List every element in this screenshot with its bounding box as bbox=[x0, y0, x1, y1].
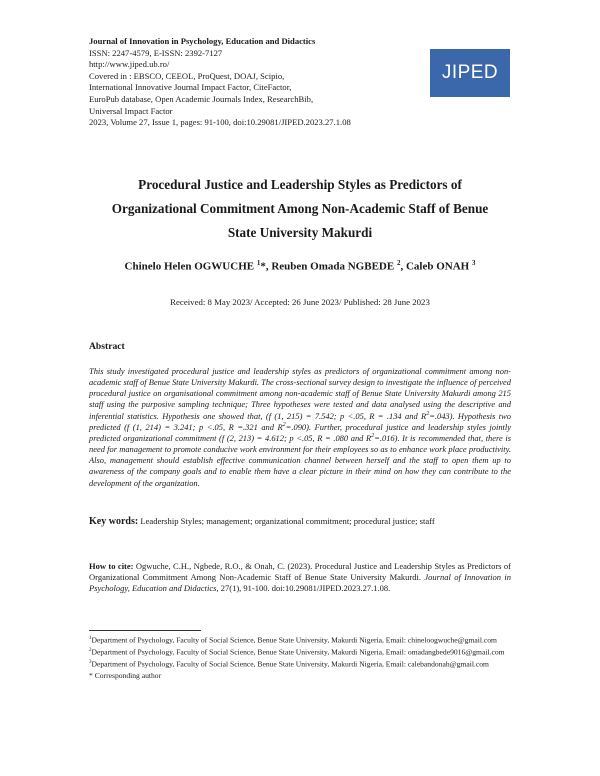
cite-details: , 27(1), 91-100. doi:10.29081/JIPED.2023.27.1.08. bbox=[216, 583, 391, 594]
keywords-label: Key words: bbox=[89, 516, 139, 527]
author-3-affiliation: 3 bbox=[471, 259, 476, 267]
footnote-text: Department of Psychology, Faculty of Social Science, Benue State University, Makurdi Nigeria, Email: calebandonah@gmail.com bbox=[91, 660, 489, 669]
abstract-text: =.016). It is recommended that, there is need for management to promote conducive work environment for their employees so as to enhance work place productivity. Also, management should establish effective communication channel between herself and the staff to open them up to awareness of the company goals and to enable them have a clear picture in their mind on how they can contribute to the development of the organization. bbox=[89, 432, 511, 488]
abstract-text: This study investigated procedural justice and leadership styles as predictors of organizational commitment among non-academic staff of Benue State University Makurdi. The cross-sectional survey design to investigate the influence of perceived procedural justice on organisational commitment among non-academic staff of Benue State University Makurdi among 215 staff using the purposive sampling technique; Three hypotheses were tested and data analysed using the descriptive and inferential statistics. Hypothesis one showed that, (f (1, 215) = 7.542; p <.05, R = .134 and R bbox=[89, 366, 511, 421]
cite-label: How to cite: bbox=[89, 561, 134, 571]
footnote-divider bbox=[89, 630, 201, 631]
journal-info bbox=[89, 36, 429, 129]
author-3: , Caleb ONAH bbox=[400, 260, 472, 273]
author-2-affiliation: 2 bbox=[396, 259, 401, 267]
journal-issn: ISSN: 2247-4579, E-ISSN: 2392-7127 bbox=[89, 47, 223, 58]
footnote-3 bbox=[89, 658, 511, 670]
footnote-marker: 2 bbox=[89, 648, 92, 654]
footnote-marker: 3 bbox=[89, 660, 92, 666]
journal-url[interactable]: http://www.jiped.ub.ro/ bbox=[89, 59, 170, 70]
superscript: 2 bbox=[282, 421, 286, 428]
corresponding-author-note: * Corresponding author bbox=[89, 670, 162, 680]
journal-covered-line: International Innovative Journal Impact Factor, CiteFactor, bbox=[89, 82, 292, 93]
footnote-marker: 1 bbox=[89, 636, 92, 641]
footnotes bbox=[89, 634, 511, 681]
title-line: Organizational Commitment Among Non-Academic Staff of Benue bbox=[111, 201, 489, 216]
corresponding-mark: * bbox=[260, 260, 266, 273]
abstract-text: =.043). Hypothesis two predicted (f (1, 214) = 3.241; p <.05, R =.321 and R bbox=[89, 410, 511, 432]
author-2: , Reuben Omada NGBEDE bbox=[265, 260, 397, 273]
abstract-text: =.090). Further, procedural justice and leadership styles jointly predicted organizational commitment (f (2, 213) = 4.612; p <.05, R = .080 and R bbox=[89, 421, 511, 443]
keywords-text: Leadership Styles; management; organizational commitment; procedural justice; staff bbox=[138, 516, 435, 526]
footnote-text: Department of Psychology, Faculty of Social Science, Benue State University, Makurdi Nigeria, Email: omadangbede9016@gmail.com bbox=[91, 647, 505, 657]
journal-covered-line: EuroPub database, Open Academic Journals Index, ResearchBib, bbox=[89, 93, 314, 104]
journal-covered-line: Covered in : EBSCO, CEEOL, ProQuest, DOAJ, Scipio, bbox=[89, 70, 285, 81]
author-1: Chinelo Helen OGWUCHE bbox=[124, 260, 257, 273]
abstract-heading: Abstract bbox=[89, 341, 125, 352]
footnote-2 bbox=[89, 646, 511, 658]
how-to-cite bbox=[89, 561, 511, 594]
title-line: State University Makurdi bbox=[227, 225, 373, 240]
paper-title bbox=[100, 173, 500, 245]
keywords bbox=[89, 516, 511, 527]
superscript: 2 bbox=[426, 410, 430, 417]
superscript: 2 bbox=[371, 433, 375, 440]
footnote-text: Department of Psychology, Faculty of Social Science, Benue State University, Makurdi Nigeria, Email: chineloogwuche@gmail.com bbox=[91, 635, 497, 645]
footnote-1 bbox=[89, 634, 511, 646]
publication-dates: Received: 8 May 2023/ Accepted: 26 June 2023/ Published: 28 June 2023 bbox=[170, 297, 430, 307]
abstract-body bbox=[89, 366, 511, 489]
jiped-logo bbox=[430, 49, 510, 97]
journal-issue: 2023, Volume 27, Issue 1, pages: 91-100, doi:10.29081/JIPED.2023.27.1.08 bbox=[89, 117, 351, 128]
journal-covered-line: Universal Impact Factor bbox=[89, 105, 173, 116]
author-list bbox=[60, 259, 540, 273]
title-line: Procedural Justice and Leadership Styles as Predictors of bbox=[138, 177, 462, 192]
author-1-affiliation: 1 bbox=[256, 259, 261, 267]
cite-journal: Journal of Innovation in Psychology, Education and Didactics bbox=[89, 572, 511, 594]
cite-text: Ogwuche, C.H., Ngbede, R.O., & Onah, C. (2023). Procedural Justice and Leadership Styles as Predictors of Organizational Commitment Among Non-Academic Staff of Benue State University Makurdi. bbox=[89, 561, 511, 583]
journal-name: Journal of Innovation in Psychology, Education and Didactics bbox=[89, 36, 316, 46]
logo-text: JIPED bbox=[441, 62, 499, 83]
